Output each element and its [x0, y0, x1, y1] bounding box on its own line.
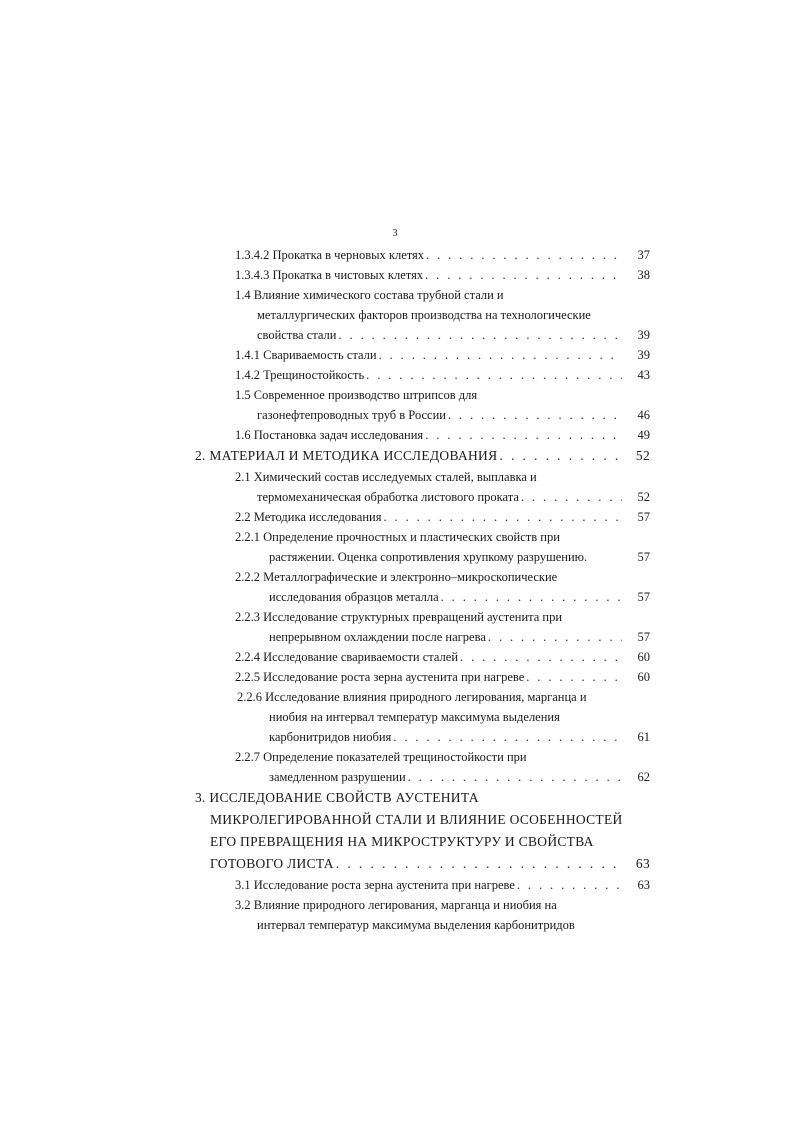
toc-entry-1-4-line-1[interactable]	[195, 285, 650, 305]
toc-entry-page: 46	[637, 408, 650, 422]
toc-entry-2-1-line-1[interactable]	[195, 467, 650, 487]
leader-dots	[441, 587, 622, 607]
leader-dots	[426, 245, 622, 265]
toc-entry-2-2-7-line-2[interactable]	[195, 767, 650, 787]
toc-entry-1-4-2[interactable]	[195, 365, 650, 385]
toc-entry-title: термомеханическая обработка листового проката	[257, 490, 519, 504]
leader-dots	[499, 445, 622, 467]
toc-entry-3-2-line-1[interactable]	[195, 895, 650, 915]
leader-dots	[526, 667, 622, 687]
toc-entry-title: 1.6 Постановка задач исследования	[235, 428, 424, 442]
leader-dots	[379, 345, 622, 365]
leader-dots	[383, 507, 622, 527]
toc-entry-2-2-3-line-2[interactable]	[195, 627, 650, 647]
leader-dots	[488, 627, 622, 647]
toc-entry-title: растяжении. Оценка сопротивления хрупкому разрушению.	[269, 550, 588, 564]
toc-entry-page: 37	[637, 248, 650, 262]
leader-dots	[425, 425, 622, 445]
toc-entry-chapter-3-line-1[interactable]	[195, 787, 650, 809]
toc-entry-1-3-4-2[interactable]	[195, 245, 650, 265]
toc-entry-2-1-line-2[interactable]	[195, 487, 650, 507]
leader-dots	[425, 265, 622, 285]
toc-entry-3-1[interactable]	[195, 875, 650, 895]
page-number: 3	[392, 228, 398, 239]
toc-entry-page: 52	[635, 448, 650, 463]
toc-entry-chapter-3-line-2	[195, 809, 650, 831]
leader-dots	[393, 727, 622, 747]
leader-dots	[448, 405, 622, 425]
toc-entry-title: исследования образцов металла	[269, 590, 439, 604]
toc-entry-title: интервал температур максимума выделения карбонитридов	[257, 918, 575, 932]
toc-entry-2-2-3-line-1[interactable]	[195, 607, 650, 627]
toc-entry-page: 49	[637, 428, 650, 442]
leader-dots	[338, 325, 622, 345]
toc-entry-2-2[interactable]	[195, 507, 650, 527]
leader-dots	[521, 487, 622, 507]
toc-entry-page: 63	[635, 856, 650, 871]
toc-entry-page: 57	[637, 550, 650, 564]
toc-entry-chapter-2[interactable]	[195, 445, 650, 467]
toc-entry-page: 60	[637, 650, 650, 664]
toc-entry-2-2-4[interactable]	[195, 647, 650, 667]
toc-entry-2-2-1-line-1[interactable]	[195, 527, 650, 547]
toc-entry-title: 2. МАТЕРИАЛ И МЕТОДИКА ИССЛЕДОВАНИЯ	[195, 448, 498, 463]
toc-entry-2-2-2-line-2[interactable]	[195, 587, 650, 607]
leader-dots	[336, 853, 622, 875]
toc-entry-title: ГОТОВОГО ЛИСТА	[210, 856, 334, 871]
toc-entry-1-4-1[interactable]	[195, 345, 650, 365]
toc-entry-title: газонефтепроводных труб в России	[257, 408, 446, 422]
toc-entry-title: 3.2 Влияние природного легирования, марганца и ниобия на	[235, 898, 557, 912]
toc-entry-title: ЕГО ПРЕВРАЩЕНИЯ НА МИКРОСТРУКТУРУ И СВОЙСТВА	[210, 834, 594, 849]
toc-entry-2-2-6-line-1[interactable]	[195, 687, 650, 707]
toc-entry-title: МИКРОЛЕГИРОВАННОЙ СТАЛИ И ВЛИЯНИЕ ОСОБЕННОСТЕЙ	[210, 812, 623, 827]
toc-entry-title: 2.2 Методика исследования	[235, 510, 382, 524]
toc-entry-title: карбонитридов ниобия	[269, 730, 392, 744]
toc-entry-title: 2.2.1 Определение прочностных и пластических свойств при	[235, 530, 560, 544]
toc-entry-title: металлургических факторов производства на технологические	[257, 308, 591, 322]
toc-entry-title: ниобия на интервал температур максимума выделения	[269, 710, 560, 724]
toc-entry-2-2-6-line-3[interactable]	[195, 727, 650, 747]
toc-entry-2-2-5[interactable]	[195, 667, 650, 687]
toc-entry-2-2-6-line-2	[195, 707, 650, 727]
toc-entry-page: 52	[637, 490, 650, 504]
toc-entry-title: 2.2.6 Исследование влияния природного легирования, марганца и	[237, 690, 587, 704]
toc-entry-page: 39	[637, 328, 650, 342]
toc-entry-page: 57	[637, 510, 650, 524]
toc-entry-title: 2.2.7 Определение показателей трещиностойкости при	[235, 750, 527, 764]
toc-entry-title: 1.5 Современное производство штрипсов для	[235, 388, 478, 402]
toc-entry-title: 1.4.1 Свариваемость стали	[235, 348, 377, 362]
toc-entry-title: 3. ИССЛЕДОВАНИЕ СВОЙСТВ АУСТЕНИТА	[195, 790, 479, 805]
toc-entry-chapter-3-line-3	[195, 831, 650, 853]
toc-entry-1-4-line-2	[195, 305, 650, 325]
toc-entry-title: 1.4.2 Трещиностойкость	[235, 368, 365, 382]
toc-entry-page: 62	[637, 770, 650, 784]
leader-dots	[517, 875, 622, 895]
toc-entry-2-2-2-line-1[interactable]	[195, 567, 650, 587]
toc-entry-1-5-line-2[interactable]	[195, 405, 650, 425]
toc-entry-2-2-1-line-2[interactable]	[195, 547, 650, 567]
toc-entry-chapter-3-line-4[interactable]	[195, 853, 650, 875]
leader-dots	[366, 365, 622, 385]
toc-entry-page: 39	[637, 348, 650, 362]
toc-entry-title: 2.2.4 Исследование свариваемости сталей	[235, 650, 459, 664]
toc-entry-page: 63	[637, 878, 650, 892]
toc-entry-page: 60	[637, 670, 650, 684]
toc-entry-title: 1.3.4.3 Прокатка в чистовых клетях	[235, 268, 424, 282]
toc-entry-page: 61	[637, 730, 650, 744]
toc-entry-title: 3.1 Исследование роста зерна аустенита при нагреве	[235, 878, 515, 892]
leader-dots	[408, 767, 622, 787]
toc-entry-1-6[interactable]	[195, 425, 650, 445]
toc-entry-title: 1.3.4.2 Прокатка в черновых клетях	[235, 248, 425, 262]
toc-entry-title: 2.2.3 Исследование структурных превращений аустенита при	[235, 610, 563, 624]
toc-entry-page: 57	[637, 630, 650, 644]
toc-entry-page: 43	[637, 368, 650, 382]
toc-entry-page: 57	[637, 590, 650, 604]
table-of-contents	[195, 245, 650, 935]
toc-entry-title: 2.2.2 Металлографические и электронно–микроскопические	[235, 570, 558, 584]
toc-entry-title: замедленном разрушении	[269, 770, 406, 784]
toc-entry-title: 2.1 Химический состав исследуемых сталей, выплавка и	[235, 470, 537, 484]
leader-dots	[460, 647, 622, 667]
toc-entry-title: свойства стали	[257, 328, 337, 342]
toc-entry-3-2-line-2	[195, 915, 650, 935]
toc-entry-1-4-line-3[interactable]	[195, 325, 650, 345]
toc-entry-title: непрерывном охлаждении после нагрева	[269, 630, 486, 644]
toc-entry-title: 2.2.5 Исследование роста зерна аустенита при нагреве	[235, 670, 525, 684]
toc-entry-page: 38	[637, 268, 650, 282]
toc-entry-title: 1.4 Влияние химического состава трубной стали и	[235, 288, 504, 302]
toc-entry-1-5-line-1[interactable]	[195, 385, 650, 405]
toc-entry-2-2-7-line-1[interactable]	[195, 747, 650, 767]
toc-entry-1-3-4-3[interactable]	[195, 265, 650, 285]
